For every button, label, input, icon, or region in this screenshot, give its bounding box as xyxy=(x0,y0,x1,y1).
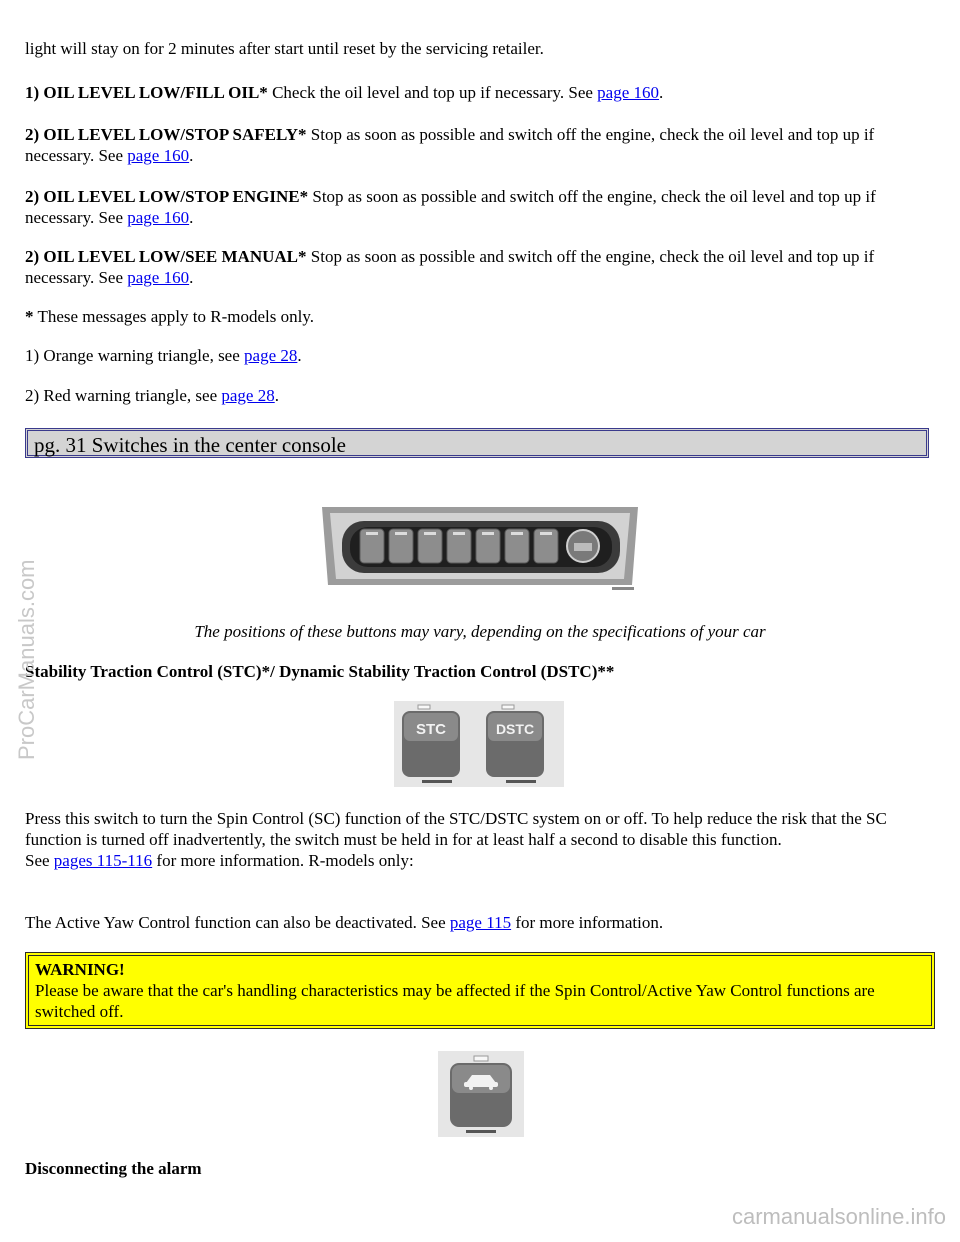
intro-paragraph: light will stay on for 2 minutes after start until reset by the servicing retailer. xyxy=(25,39,544,58)
alarm-switch-image xyxy=(438,1051,524,1137)
r-models-note: * These messages apply to R-models only. xyxy=(25,307,314,326)
red-triangle-note: 2) Red warning triangle, see page 28. xyxy=(25,386,279,405)
page-link[interactable]: page 28 xyxy=(244,346,298,365)
message-label: 1) OIL LEVEL LOW/FILL OIL* xyxy=(25,83,268,102)
message-label: 2) OIL LEVEL LOW/STOP ENGINE* xyxy=(25,187,309,206)
active-yaw-paragraph: The Active Yaw Control function can also be deactivated. See page 115 for more information. xyxy=(25,913,664,932)
message-label: 2) OIL LEVEL LOW/SEE MANUAL* xyxy=(25,247,307,266)
warning-title: WARNING! xyxy=(35,960,125,979)
console-caption: The positions of these buttons may vary, depending on the specifications of your car xyxy=(194,622,766,641)
watermark-bottom: carmanualsonline.info xyxy=(731,1204,946,1229)
stc-heading: Stability Traction Control (STC)*/ Dynamic Stability Traction Control (DSTC)** xyxy=(25,662,615,681)
message-label: 2) OIL LEVEL LOW/STOP SAFELY* xyxy=(25,125,307,144)
dstc-label: DSTC xyxy=(495,721,535,737)
warning-text: Please be aware that the car's handling characteristics may be affected if the Spin Control/Active Yaw Control functions are switched off. xyxy=(35,981,875,1021)
stc-label: STC xyxy=(416,721,446,738)
watermark-side: ProCarManuals.com xyxy=(14,559,39,760)
warning-box xyxy=(25,952,935,1029)
spin-control-paragraph: Press this switch to turn the Spin Control (SC) function of the STC/DSTC system on or off. To help reduce the risk that the SC function is turned off inadvertently, the switch must be held in for at least half a second to disable this function. See pages 115-116 for more information. R-models only: xyxy=(25,809,887,870)
message-3: 2) OIL LEVEL LOW/STOP ENGINE* Stop as soon as possible and switch off the engine, check the oil level and top up if necessary. See page 160. xyxy=(25,187,876,227)
orange-triangle-note: 1) Orange warning triangle, see page 28. xyxy=(25,346,302,365)
page-link[interactable]: page 160 xyxy=(127,208,190,227)
section-header: pg. 31 Switches in the center console xyxy=(25,428,929,458)
message-4: 2) OIL LEVEL LOW/SEE MANUAL* Stop as soon as possible and switch off the engine, check the oil level and top up if necessary. See page 160. xyxy=(25,247,875,287)
alarm-heading: Disconnecting the alarm xyxy=(25,1159,202,1178)
message-2: 2) OIL LEVEL LOW/STOP SAFELY* Stop as soon as possible and switch off the engine, check the oil level and top up if necessary. See page 160. xyxy=(25,125,875,165)
page-link[interactable]: page 160 xyxy=(597,83,660,102)
page-link[interactable]: page 160 xyxy=(127,268,190,287)
page-link[interactable]: page 28 xyxy=(221,386,275,405)
center-console-image xyxy=(320,503,640,595)
stc-dstc-switches-image xyxy=(394,701,564,787)
page-link[interactable]: page 160 xyxy=(127,146,190,165)
message-1: 1) OIL LEVEL LOW/FILL OIL* Check the oil level and top up if necessary. See page 160. xyxy=(25,83,664,102)
page-link[interactable]: page 115 xyxy=(449,913,512,932)
page-link[interactable]: pages 115-116 xyxy=(53,851,153,870)
